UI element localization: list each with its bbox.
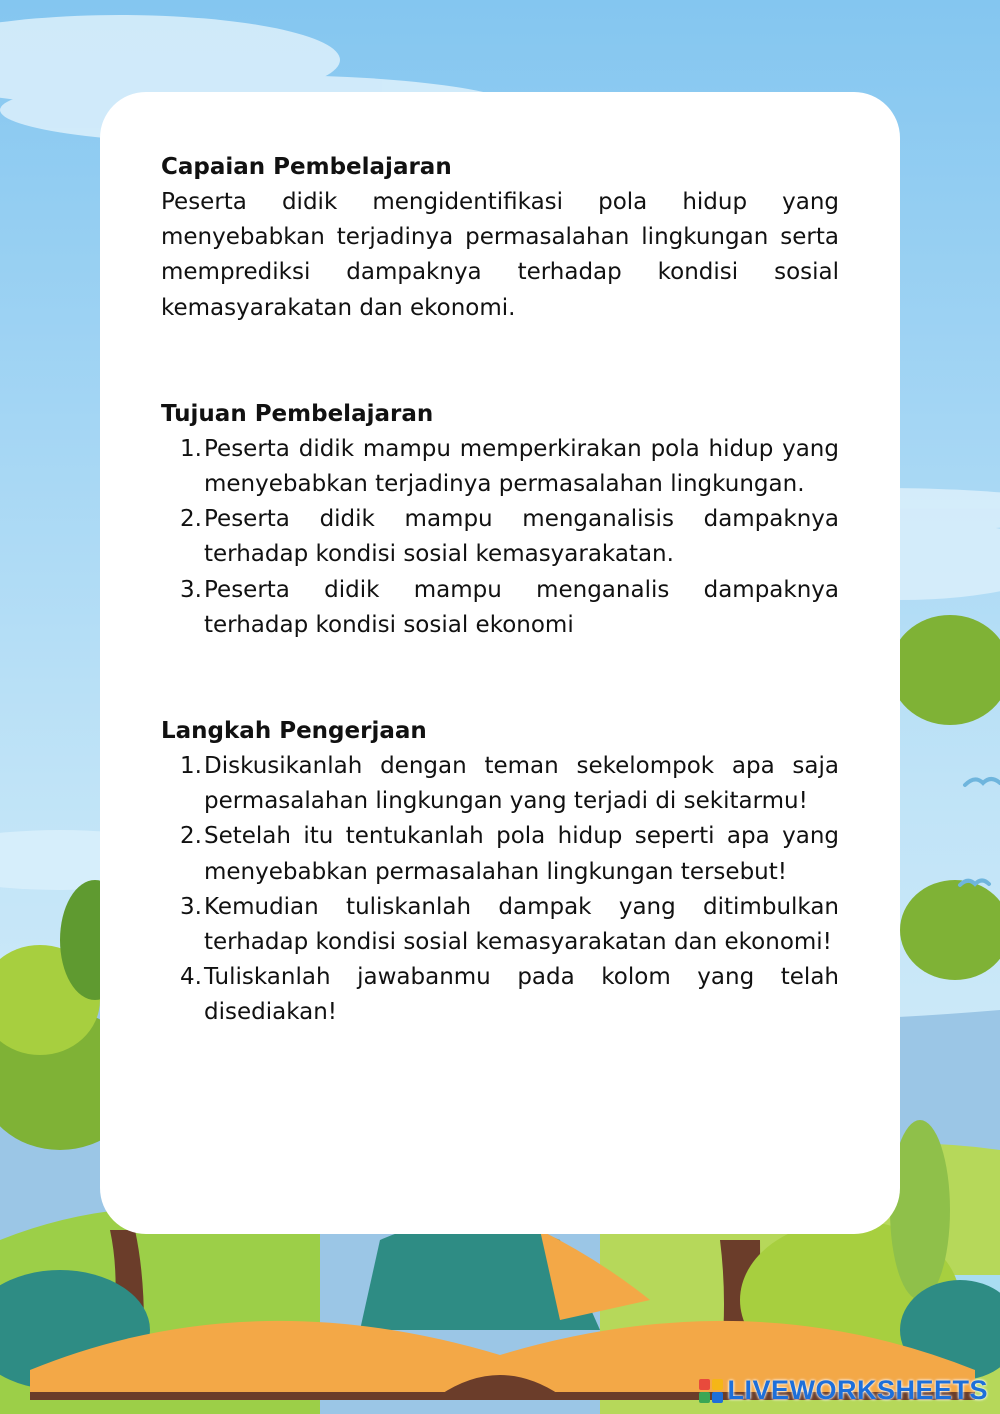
content-card — [100, 92, 900, 1234]
list-item-number: 1. — [180, 753, 202, 780]
logo-square-e — [712, 1392, 723, 1403]
list-item-text: Setelah itu tentukanlah pola hidup seperti apa yang menyebabkan permasalahan lingkungan tersebut! — [204, 823, 839, 885]
list-item-text: Peserta didik mampu menganalis dampaknya terhadap kondisi sosial ekonomi — [204, 576, 839, 638]
list-item-number: 3. — [180, 893, 202, 920]
watermark-text: LIVEWORKSHEETS — [727, 1375, 988, 1405]
list-item — [161, 890, 839, 960]
list-item-text: Peserta didik mampu menganalisis dampaknya terhadap kondisi sosial kemasyarakatan. — [204, 506, 839, 568]
logo-square-l — [699, 1379, 710, 1390]
list-item-number: 4. — [180, 964, 202, 991]
list-item — [161, 432, 839, 502]
list-item-text: Diskusikanlah dengan teman sekelompok apa saja permasalahan lingkungan yang terjadi di sekitarmu! — [204, 753, 839, 815]
langkah-list — [161, 749, 839, 1031]
tujuan-title: Tujuan Pembelajaran — [161, 400, 434, 427]
list-item — [161, 502, 839, 572]
liveworksheets-watermark[interactable] — [699, 1375, 988, 1406]
list-item — [161, 749, 839, 819]
list-item-text: Tuliskanlah jawabanmu pada kolom yang telah disediakan! — [204, 964, 839, 1026]
list-item-number: 1. — [180, 435, 202, 462]
section-spacer — [161, 326, 839, 397]
logo-square-i — [712, 1379, 723, 1390]
capaian-body: Peserta didik mengidentifikasi pola hidup yang menyebabkan terjadinya permasalahan lingkungan serta memprediksi dampaknya terhadap kondisi sosial kemasyarakatan dan ekonomi. — [161, 189, 839, 321]
tujuan-list — [161, 432, 839, 643]
logo-square-v — [699, 1392, 710, 1403]
list-item-number: 2. — [180, 823, 202, 850]
list-item-text: Peserta didik mampu memperkirakan pola hidup yang menyebabkan terjadinya permasalahan lingkungan. — [204, 435, 839, 498]
list-item — [161, 819, 839, 889]
liveworksheets-logo-icon — [699, 1379, 723, 1403]
list-item — [161, 960, 839, 1030]
section-spacer — [161, 643, 839, 714]
list-item-number: 3. — [180, 576, 202, 603]
langkah-title: Langkah Pengerjaan — [161, 718, 427, 745]
list-item-text: Kemudian tuliskanlah dampak yang ditimbulkan terhadap kondisi sosial kemasyarakatan dan ekonomi! — [204, 893, 839, 956]
capaian-title: Capaian Pembelajaran — [161, 154, 452, 180]
list-item-number: 2. — [180, 506, 202, 533]
list-item — [161, 573, 839, 643]
